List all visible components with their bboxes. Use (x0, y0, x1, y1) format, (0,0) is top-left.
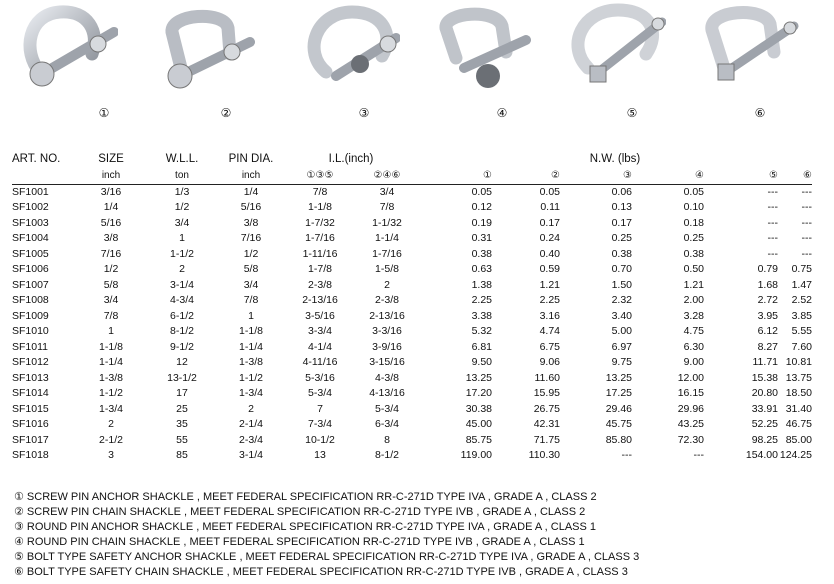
cell-nw-1: 9.50 (471, 356, 492, 368)
cell-size: 1-1/2 (99, 387, 123, 399)
cell-nw-4: --- (693, 449, 704, 461)
unit-nw-2: ② (492, 168, 560, 184)
cell-nw-2: 26.75 (533, 402, 560, 415)
cell-nw-6: 3.85 (791, 309, 812, 322)
cell-nw-4: 4.75 (683, 325, 704, 337)
cell-nw-1: 17.20 (465, 387, 492, 399)
cell-pin-dia: 2-3/4 (239, 433, 263, 446)
footnote-3: ③ ROUND PIN ANCHOR SHACKLE , MEET FEDERAL SPECIFICATION RR-C-271D TYPE IVA , GRADE A , CLASS 1 (14, 521, 597, 533)
cell-nw-6: 2.52 (791, 294, 812, 306)
cell-wll: 55 (176, 433, 188, 446)
cell-nw-2: 4.74 (539, 325, 560, 337)
table-row (12, 340, 812, 356)
cell-nw-5: 2.72 (757, 294, 778, 306)
cell-nw-4: 0.10 (683, 201, 704, 213)
cell-nw-5: --- (767, 185, 778, 198)
cell-nw-2: 2.25 (539, 294, 560, 306)
cell-size: 1 (108, 325, 114, 337)
cell-nw-1: 3.38 (471, 309, 492, 322)
cell-pin-dia: 2 (248, 402, 254, 415)
cell-size: 3 (108, 449, 114, 461)
cell-nw-3: 0.06 (611, 185, 632, 198)
cell-il-b: 2-13/16 (369, 309, 405, 322)
cell-il-a: 7/8 (312, 185, 328, 198)
cell-il-b: 3-15/16 (369, 356, 405, 368)
cell-pin-dia: 1-1/8 (239, 325, 263, 337)
cell-nw-5: --- (767, 201, 778, 213)
photo-label-5: ⑤ (626, 106, 638, 120)
cell-pin-dia: 3-1/4 (239, 449, 263, 461)
shackle-photo-4 (436, 2, 536, 98)
cell-nw-3: 0.70 (611, 263, 632, 275)
col-header-art-no: ART. NO. (12, 153, 61, 166)
table-body (12, 184, 812, 464)
cell-size: 7/8 (103, 309, 119, 322)
cell-nw-1: 0.19 (471, 216, 492, 229)
cell-pin-dia: 3/4 (243, 278, 259, 291)
table-row (12, 324, 812, 340)
cell-nw-6: --- (801, 247, 812, 260)
cell-nw-4: 43.25 (677, 418, 704, 430)
cell-size: 1/2 (103, 263, 119, 275)
cell-pin-dia: 1-1/4 (239, 340, 263, 353)
cell-il-b: 1-5/8 (375, 263, 399, 275)
cell-nw-5: 154.00 (745, 449, 778, 461)
cell-nw-5: 3.95 (757, 309, 778, 322)
cell-nw-6: --- (801, 185, 812, 198)
cell-nw-2: 6.75 (539, 340, 560, 353)
table-row (12, 448, 812, 464)
unit-il-b: ②④⑥ (356, 168, 418, 184)
cell-nw-3: 0.13 (611, 201, 632, 213)
cell-size: 1-3/8 (99, 371, 123, 384)
cell-il-b: 4-13/16 (369, 387, 405, 399)
table-row (12, 184, 812, 200)
footnote-2: ② SCREW PIN CHAIN SHACKLE , MEET FEDERAL SPECIFICATION RR-C-271D TYPE IVB , GRADE A , CLASS 2 (14, 506, 586, 518)
chain-shackle-icon (436, 2, 536, 98)
cell-nw-5: 6.12 (757, 325, 778, 337)
photo-label-2: ② (220, 106, 232, 120)
specification-table (12, 152, 812, 464)
cell-nw-5: --- (767, 232, 778, 244)
cell-il-b: 2 (384, 278, 390, 291)
cell-art-no: SF1017 (12, 433, 49, 446)
cell-il-b: 1-7/16 (372, 247, 402, 260)
table-row (12, 386, 812, 402)
cell-il-a: 1-7/16 (305, 232, 335, 244)
cell-il-a: 1-11/16 (302, 247, 338, 260)
header-row (12, 152, 812, 168)
cell-il-a: 7-3/4 (308, 418, 332, 430)
table-row (12, 247, 812, 263)
cell-nw-4: 0.38 (683, 247, 704, 260)
unit-il-a: ①③⑤ (284, 168, 356, 184)
cell-pin-dia: 2-1/4 (239, 418, 263, 430)
cell-wll: 1/2 (174, 201, 190, 213)
cell-nw-5: 20.80 (751, 387, 778, 399)
table-row (12, 355, 812, 371)
cell-wll: 17 (176, 387, 188, 399)
cell-nw-2: 15.95 (533, 387, 560, 399)
cell-size: 1-1/8 (99, 340, 123, 353)
cell-nw-3: 5.00 (611, 325, 632, 337)
cell-pin-dia: 7/16 (240, 232, 262, 244)
cell-nw-5: 33.91 (751, 402, 778, 415)
cell-nw-3: 0.17 (611, 216, 632, 229)
cell-nw-1: 0.38 (471, 247, 492, 260)
cell-nw-1: 0.31 (471, 232, 492, 244)
cell-il-b: 5-3/4 (375, 402, 399, 415)
shackle-photo-6 (700, 2, 800, 98)
cell-wll: 13-1/2 (167, 371, 197, 384)
cell-nw-4: 72.30 (677, 433, 704, 446)
cell-il-b: 3-3/16 (372, 325, 402, 337)
cell-nw-6: 124.25 (779, 449, 812, 461)
cell-wll: 35 (176, 418, 188, 430)
cell-nw-2: 71.75 (533, 433, 560, 446)
cell-size: 1-3/4 (99, 402, 123, 415)
cell-nw-2: 0.11 (540, 201, 560, 213)
cell-il-b: 6-3/4 (375, 418, 399, 430)
cell-nw-2: 110.30 (528, 449, 560, 461)
cell-pin-dia: 7/8 (243, 294, 259, 306)
cell-nw-1: 0.12 (471, 201, 492, 213)
cell-nw-1: 13.25 (465, 371, 492, 384)
cell-il-a: 2-13/16 (302, 294, 338, 306)
cell-nw-3: 0.25 (611, 232, 632, 244)
cell-size: 1-1/4 (99, 356, 123, 368)
cell-art-no: SF1008 (12, 294, 49, 306)
bolt-anchor-shackle-icon (566, 2, 666, 98)
cell-il-b: 1-1/4 (375, 232, 399, 244)
cell-nw-5: 0.79 (757, 263, 778, 275)
cell-il-a: 5-3/16 (305, 371, 335, 384)
col-header-nw: N.W. (lbs) (589, 153, 641, 166)
footnote-5: ⑤ BOLT TYPE SAFETY ANCHOR SHACKLE , MEET FEDERAL SPECIFICATION RR-C-271D TYPE IVA , GRADE A , CLASS 3 (14, 551, 640, 563)
cell-art-no: SF1005 (12, 247, 49, 260)
cell-art-no: SF1001 (12, 185, 49, 198)
cell-nw-1: 6.81 (471, 340, 492, 353)
cell-nw-3: --- (621, 449, 632, 461)
cell-il-b: 2-3/8 (375, 294, 399, 306)
cell-il-a: 2-3/8 (308, 278, 332, 291)
cell-nw-5: 15.38 (751, 371, 778, 384)
cell-nw-6: 5.55 (791, 325, 812, 337)
table-row (12, 293, 812, 309)
cell-il-a: 3-5/16 (305, 309, 335, 322)
cell-pin-dia: 1-3/8 (239, 356, 263, 368)
cell-nw-2: 0.05 (539, 185, 560, 198)
cell-nw-3: 17.25 (605, 387, 632, 399)
cell-pin-dia: 1/2 (243, 247, 259, 260)
footnotes (14, 490, 639, 580)
photo-label-3: ③ (358, 106, 370, 120)
cell-nw-5: 98.25 (751, 433, 778, 446)
table-row (12, 200, 812, 216)
cell-pin-dia: 5/16 (240, 201, 262, 213)
photo-label-6: ⑥ (754, 106, 766, 120)
cell-nw-3: 45.75 (605, 418, 632, 430)
photo-label-1: ① (98, 106, 110, 120)
anchor-shackle-icon (300, 2, 400, 98)
cell-il-b: 3-9/16 (372, 340, 402, 353)
cell-il-a: 7 (317, 402, 323, 415)
table-row (12, 231, 812, 247)
cell-wll: 9-1/2 (170, 340, 194, 353)
table-row (12, 371, 812, 387)
cell-nw-4: 16.15 (677, 387, 704, 399)
table-row (12, 262, 812, 278)
cell-wll: 2 (179, 263, 185, 275)
table-row (12, 433, 812, 449)
unit-nw-5: ⑤ (704, 168, 778, 184)
footnote-6: ⑥ BOLT TYPE SAFETY CHAIN SHACKLE , MEET FEDERAL SPECIFICATION RR-C-271D TYPE IVB , GRADE A , CLASS 3 (14, 566, 628, 578)
cell-wll: 8-1/2 (170, 325, 194, 337)
cell-pin-dia: 5/8 (243, 263, 259, 275)
cell-nw-6: 7.60 (791, 340, 812, 353)
cell-il-a: 4-11/16 (302, 356, 338, 368)
cell-art-no: SF1010 (12, 325, 49, 337)
shackle-photo-1 (18, 2, 118, 98)
product-photo-strip (0, 0, 834, 125)
cell-art-no: SF1011 (12, 340, 48, 353)
cell-il-b: 8 (384, 433, 390, 446)
unit-nw-6: ⑥ (778, 168, 812, 184)
cell-nw-3: 9.75 (611, 356, 632, 368)
cell-nw-5: --- (767, 247, 778, 260)
cell-wll: 6-1/2 (170, 309, 194, 322)
table-row (12, 309, 812, 325)
cell-nw-1: 45.00 (465, 418, 492, 430)
cell-pin-dia: 1-3/4 (239, 387, 263, 399)
table-row (12, 278, 812, 294)
cell-nw-6: 85.00 (785, 433, 812, 446)
cell-nw-4: 6.30 (683, 340, 704, 353)
cell-size: 5/16 (100, 216, 122, 229)
cell-art-no: SF1015 (12, 402, 49, 415)
footnote-4: ④ ROUND PIN CHAIN SHACKLE , MEET FEDERAL SPECIFICATION RR-C-271D TYPE IVB , GRADE A , CLASS 1 (14, 536, 585, 548)
cell-il-a: 13 (314, 449, 326, 461)
cell-wll: 1/3 (174, 185, 190, 198)
shackle-photo-5 (566, 2, 666, 98)
cell-il-a: 5-3/4 (308, 387, 332, 399)
cell-il-a: 4-1/4 (308, 340, 332, 353)
cell-nw-1: 119.00 (460, 449, 492, 461)
cell-art-no: SF1013 (12, 371, 49, 384)
cell-nw-3: 2.32 (611, 294, 632, 306)
col-header-pin-dia: PIN DIA. (228, 153, 274, 166)
cell-nw-3: 13.25 (605, 371, 632, 384)
cell-nw-5: 1.68 (757, 278, 778, 291)
units-row (12, 168, 812, 184)
cell-pin-dia: 1-1/2 (239, 371, 263, 384)
cell-wll: 12 (176, 356, 188, 368)
col-header-il: I.L.(inch) (328, 153, 374, 166)
cell-nw-4: 2.00 (683, 294, 704, 306)
cell-wll: 85 (176, 449, 188, 461)
cell-size: 2 (108, 418, 114, 430)
footnote-1: ① SCREW PIN ANCHOR SHACKLE , MEET FEDERAL SPECIFICATION RR-C-271D TYPE IVA , GRADE A , CLASS 2 (14, 491, 597, 503)
cell-nw-3: 6.97 (611, 340, 632, 353)
cell-il-a: 1-1/8 (308, 201, 332, 213)
cell-nw-1: 1.38 (471, 278, 492, 291)
cell-il-a: 10-1/2 (305, 433, 335, 446)
cell-nw-6: 0.75 (791, 263, 812, 275)
cell-il-b: 3/4 (379, 185, 395, 198)
cell-nw-5: 11.71 (752, 356, 778, 368)
cell-nw-1: 5.32 (471, 325, 492, 337)
cell-size: 3/4 (103, 294, 119, 306)
shackle-photo-3 (300, 2, 400, 98)
cell-nw-3: 1.50 (611, 278, 632, 291)
table-row (12, 216, 812, 232)
cell-nw-3: 29.46 (605, 402, 632, 415)
cell-art-no: SF1003 (12, 216, 49, 229)
cell-nw-6: 31.40 (785, 402, 812, 415)
cell-nw-4: 0.05 (683, 185, 704, 198)
cell-nw-6: --- (801, 216, 812, 229)
cell-nw-6: 46.75 (785, 418, 812, 430)
cell-art-no: SF1016 (12, 418, 49, 430)
cell-nw-1: 2.25 (471, 294, 492, 306)
cell-nw-4: 3.28 (683, 309, 704, 322)
col-header-size: SIZE (98, 153, 124, 166)
cell-art-no: SF1009 (12, 309, 49, 322)
cell-il-b: 8-1/2 (375, 449, 399, 461)
unit-nw-3: ③ (560, 168, 632, 184)
cell-nw-6: 18.50 (785, 387, 812, 399)
table-row (12, 417, 812, 433)
cell-size: 7/16 (100, 247, 122, 260)
cell-art-no: SF1004 (12, 232, 49, 244)
cell-wll: 25 (176, 402, 188, 415)
cell-size: 1/4 (103, 201, 119, 213)
cell-nw-1: 30.38 (465, 402, 492, 415)
cell-art-no: SF1012 (12, 356, 49, 368)
cell-il-a: 1-7/32 (305, 216, 335, 229)
cell-art-no: SF1018 (12, 449, 49, 461)
cell-nw-4: 0.18 (683, 216, 704, 229)
cell-wll: 3/4 (174, 216, 190, 229)
cell-nw-6: --- (801, 232, 812, 244)
cell-il-b: 4-3/8 (375, 371, 399, 384)
cell-nw-4: 1.21 (683, 278, 704, 291)
cell-nw-2: 1.21 (539, 278, 560, 291)
cell-nw-6: 1.47 (791, 278, 812, 291)
cell-nw-4: 29.96 (677, 402, 704, 415)
cell-art-no: SF1007 (12, 278, 49, 291)
cell-size: 3/8 (103, 232, 119, 244)
cell-art-no: SF1002 (12, 201, 49, 213)
unit-nw-4: ④ (632, 168, 704, 184)
cell-wll: 1-1/2 (170, 247, 194, 260)
cell-wll: 1 (179, 232, 185, 244)
cell-nw-2: 42.31 (533, 418, 560, 430)
shackle-photo-2 (158, 2, 258, 98)
cell-nw-2: 0.24 (539, 232, 560, 244)
cell-nw-3: 0.38 (611, 247, 632, 260)
cell-nw-1: 85.75 (465, 433, 492, 446)
cell-il-b: 7/8 (379, 201, 395, 213)
cell-pin-dia: 1 (248, 309, 254, 322)
cell-size: 3/16 (100, 185, 122, 198)
cell-il-a: 3-3/4 (308, 325, 332, 337)
cell-il-a: 1-7/8 (308, 263, 332, 275)
cell-pin-dia: 3/8 (243, 216, 259, 229)
unit-pin-dia: inch (218, 168, 284, 184)
cell-art-no: SF1014 (12, 387, 49, 399)
unit-size: inch (76, 168, 146, 184)
col-header-wll: W.L.L. (165, 153, 199, 166)
cell-nw-5: --- (767, 216, 778, 229)
cell-nw-3: 3.40 (611, 309, 632, 322)
cell-wll: 4-3/4 (170, 294, 194, 306)
cell-nw-6: 10.81 (785, 356, 812, 368)
photo-label-4: ④ (496, 106, 508, 120)
table-row (12, 402, 812, 418)
cell-nw-4: 0.25 (683, 232, 704, 244)
cell-nw-4: 12.00 (677, 371, 704, 384)
anchor-shackle-icon (18, 2, 118, 98)
cell-wll: 3-1/4 (170, 278, 194, 291)
chain-shackle-icon (158, 2, 258, 98)
cell-nw-2: 3.16 (539, 309, 560, 322)
cell-nw-6: 13.75 (785, 371, 812, 384)
unit-wll: ton (146, 168, 218, 184)
cell-nw-3: 85.80 (605, 433, 632, 446)
cell-nw-6: --- (801, 201, 812, 213)
cell-size: 5/8 (103, 278, 119, 291)
cell-il-b: 1-1/32 (372, 216, 402, 229)
cell-nw-5: 52.25 (751, 418, 778, 430)
cell-nw-2: 9.06 (539, 356, 560, 368)
cell-size: 2-1/2 (99, 433, 123, 446)
cell-nw-5: 8.27 (757, 340, 778, 353)
cell-pin-dia: 1/4 (243, 185, 259, 198)
cell-nw-2: 0.40 (539, 247, 560, 260)
cell-nw-4: 9.00 (683, 356, 704, 368)
cell-nw-2: 11.60 (534, 371, 560, 384)
cell-nw-2: 0.59 (539, 263, 560, 275)
unit-nw-1: ① (418, 168, 492, 184)
cell-nw-1: 0.05 (471, 185, 492, 198)
cell-nw-4: 0.50 (683, 263, 704, 275)
unit-cell-blank (12, 168, 76, 184)
bolt-chain-shackle-icon (700, 2, 800, 98)
cell-nw-2: 0.17 (539, 216, 560, 229)
cell-nw-1: 0.63 (471, 263, 492, 275)
cell-art-no: SF1006 (12, 263, 49, 275)
